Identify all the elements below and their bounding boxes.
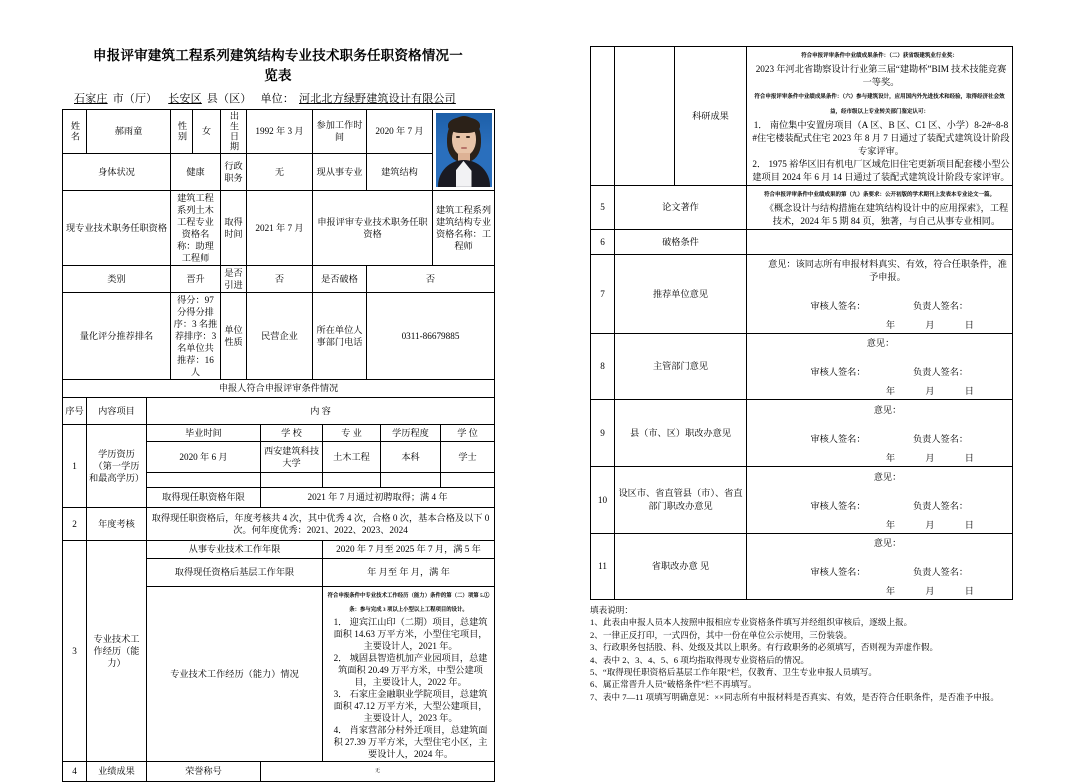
- experience-r1-value: 2020 年 7 月至 2025 年 7 月，满 5 年: [323, 540, 495, 558]
- edu-blank-school: [261, 472, 323, 487]
- table-row: [591, 47, 1013, 186]
- table-row: [63, 110, 495, 154]
- edu-value-level: 本科: [381, 441, 441, 472]
- opinion-text: 意见：: [866, 338, 895, 348]
- county-label: 县（区）: [206, 93, 252, 105]
- reviewer-signature-label: 审核人签名：: [810, 567, 866, 577]
- edu-blank-level: [381, 472, 441, 487]
- opinion-text: 意见：: [873, 404, 902, 415]
- edu-blank-degree: [441, 472, 495, 487]
- right-page-column: [590, 46, 1012, 703]
- city-value: 石家庄: [74, 93, 108, 105]
- opinion-body: [747, 534, 1013, 600]
- research-label: 科研成果: [675, 47, 747, 186]
- research-line-3: 2． 1975 裕华区旧有机电厂区域危旧住宅更新项目配套楼小型公建项目 2024 年 6 月 14 日通过了装配式建筑设计阶段专家评审。: [752, 159, 1010, 182]
- instruction-item: 3、行政职务包括股、科、处级及其以上职务。有行政职务的必须填写，否则视为弄虚作假。: [590, 642, 939, 653]
- opinion-text: 意见：: [873, 538, 902, 548]
- continuation-table: [590, 46, 1013, 600]
- edu-header-degree: 学 位: [441, 424, 495, 441]
- opinion-label: 设区市、省直管县（市）、省直部门职改办意见: [615, 467, 747, 534]
- obtain-time-value: 2021 年 7 月: [247, 190, 313, 265]
- chief-signature-label: 负责人签名：: [913, 567, 969, 577]
- table-row: [63, 397, 495, 424]
- exception-value: 否: [367, 265, 495, 292]
- research-heading-1: 符合申报评审条件中业绩成果条件：（二）获省级建筑业行业奖：: [801, 53, 958, 59]
- table-row: [63, 424, 495, 441]
- instruction-item: 4、表中 2、3、4、5、6 项均指取得现专业资格后的情况。: [590, 654, 810, 665]
- edu-header-grad: 毕业时间: [147, 424, 261, 441]
- chief-signature-label: 负责人签名：: [913, 433, 969, 444]
- table-row: [591, 334, 1013, 400]
- opinion-date-label: 年 月 日: [885, 519, 988, 530]
- research-blank: [615, 47, 675, 186]
- opinion-text: 意见：: [873, 471, 902, 482]
- annual-seq: 2: [63, 507, 87, 540]
- form-instructions: [590, 600, 1012, 703]
- edu-seq: 1: [63, 424, 87, 507]
- work-start-value: 2020 年 7 月: [367, 110, 433, 154]
- experience-item: 2． 城固县智造机加产业园项目，总建筑面积 20.49 万平方米，中型公建项目，主要设计人，2022 年。: [333, 652, 488, 687]
- experience-r3-content: [323, 586, 495, 761]
- table-row: [63, 507, 495, 540]
- instruction-item: 7、表中 7—11 项填写明确意见：××同志所有申报材料是否真实、有效，是否符合任职条件，是否准予申报。: [590, 691, 999, 702]
- birth-value: 1992 年 3 月: [247, 110, 313, 154]
- col-seq-header: 序号: [63, 397, 87, 424]
- papers-content: [747, 186, 1013, 230]
- experience-r3-label: 专业技术工作经历（能力）情况: [147, 586, 323, 761]
- table-row: [63, 190, 495, 265]
- apply-qual-value: 建筑工程系列建筑结构专业资格名称：工程师: [433, 190, 495, 265]
- chief-signature-label: 负责人签名：: [913, 301, 969, 311]
- instruction-item: 5、“取得现任职资格后基层工作年限”栏，仅教育、卫生专业申报人员填写。: [590, 667, 877, 678]
- unit-name-value: 河北北方绿野建筑设计有限公司: [299, 93, 456, 105]
- papers-heading: 符合申报评审条件中业绩成果的第（九）条要求：公开初版的学术期刊上发表本专业论文一篇。: [763, 192, 995, 198]
- papers-label: 论文著作: [615, 186, 747, 230]
- applicant-info-table: [62, 109, 495, 398]
- reviewer-signature-label: 审核人签名：: [810, 367, 866, 377]
- research-content: [747, 47, 1013, 186]
- unit-nature-value: 民营企业: [247, 292, 313, 379]
- instruction-item: 1、此表由申报人员本人按照申报相应专业资格条件填写并经组织审核后，逐级上报。: [590, 617, 913, 628]
- exception-cond-value: [747, 230, 1013, 255]
- opinion-date-label: 年 月 日: [885, 452, 988, 463]
- opinion-label: 推荐单位意见: [615, 255, 747, 334]
- instruction-item: 6、属正常晋升人员“破格条件”栏不再填写。: [590, 679, 757, 690]
- col-content-header: 内 容: [147, 397, 495, 424]
- achievement-seq: 4: [63, 761, 87, 781]
- experience-label: 专业技术工作经历（能力）: [87, 540, 147, 761]
- unit-nature-label: 单位性质: [221, 292, 247, 379]
- page-title-line2: 览表: [264, 68, 292, 83]
- table-row: [63, 265, 495, 292]
- table-row: [63, 153, 495, 190]
- current-qual-value: 建筑工程系列土木工程专业资格名称：助理工程师: [171, 190, 221, 265]
- name-value: 郝雨童: [87, 110, 171, 154]
- opinion-seq: 7: [591, 255, 615, 334]
- edu-years-value: 2021 年 7 月通过初聘取得；满 4 年: [261, 487, 495, 507]
- research-line-2: 1． 南位集中安置房项目（A 区、B 区、C1 区、小学）8-2#~8-8#住宅楼装配式住宅 2023 年 8 月 7 日通过了装配式建筑设计阶段专家评审。: [752, 120, 1010, 156]
- edu-header-school: 学 校: [261, 424, 323, 441]
- reviewer-signature-label: 审核人签名：: [810, 433, 866, 444]
- instruction-item: 2、一律正反打印，一式四份，其中一份在单位公示使用，三份装袋。: [590, 629, 853, 640]
- page-title-line1: 申报评审建筑工程系列建筑结构专业技术职务任职资格情况一: [93, 48, 463, 63]
- category-value: 晋升: [171, 265, 221, 292]
- obtain-time-label: 取得时间: [221, 190, 247, 265]
- col-item-header: 内容项目: [87, 397, 147, 424]
- conditions-table: [62, 397, 495, 782]
- opinion-body: [747, 255, 1013, 334]
- opinion-text: 意见：该同志所有申报材料真实、有效，符合任职条件，准予申报。: [768, 259, 1007, 282]
- research-seq: [591, 47, 615, 186]
- achievement-label: 业绩成果: [87, 761, 147, 781]
- applicant-photo: [436, 113, 492, 187]
- papers-seq: 5: [591, 186, 615, 230]
- opinion-seq: 8: [591, 334, 615, 400]
- score-label: 量化评分推荐排名: [63, 292, 171, 379]
- avatar: [433, 110, 495, 191]
- annual-text: 取得现任职资格后，年度考核共 4 次，其中优秀 4 次，合格 0 次，基本合格及以下 0 次。何年度优秀：2021、2022、2023、2024: [147, 507, 495, 540]
- name-label: 姓名: [63, 110, 87, 154]
- edu-blank-grad: [147, 472, 261, 487]
- introduced-label: 是否引进: [221, 265, 247, 292]
- admin-post-value: 无: [247, 153, 313, 190]
- chief-signature-label: 负责人签名：: [913, 367, 969, 377]
- experience-seq: 3: [63, 540, 87, 761]
- introduced-value: 否: [247, 265, 313, 292]
- edu-value-degree: 学士: [441, 441, 495, 472]
- achievement-value: 无: [261, 761, 495, 781]
- opinion-date-label: 年 月 日: [885, 320, 988, 330]
- edu-header-level: 学历程度: [381, 424, 441, 441]
- opinion-body: [747, 400, 1013, 467]
- page-title: [62, 46, 494, 86]
- opinion-body: [747, 467, 1013, 534]
- reviewer-signature-label: 审核人签名：: [810, 301, 866, 311]
- opinion-body: [747, 334, 1013, 400]
- opinion-seq: 10: [591, 467, 615, 534]
- conditions-section-title: 申报人符合申报评审条件情况: [63, 379, 495, 397]
- hr-phone-label: 所在单位人事部门电话: [313, 292, 367, 379]
- research-line-1: 2023 年河北省勘察设计行业第三届“建勘杯”BIM 技术技能竞赛一等奖。: [755, 64, 1007, 87]
- table-row: [591, 400, 1013, 467]
- health-label: 身体状况: [63, 153, 171, 190]
- instructions-title: 填表说明：: [590, 605, 633, 615]
- opinion-seq: 11: [591, 534, 615, 600]
- experience-item: 1． 迎宾江山印（二期）项目，总建筑面积 14.63 万平方米，小型住宅项目，主要设计人，2021 年。: [333, 616, 488, 651]
- birth-label: 出生日期: [221, 110, 247, 154]
- current-qual-label: 现专业技术职务任职资格: [63, 190, 171, 265]
- table-row: [63, 292, 495, 379]
- unit-header-line: [72, 90, 494, 106]
- achievement-sub-label: 荣誉称号: [147, 761, 261, 781]
- table-row: [63, 540, 495, 558]
- table-row: [591, 534, 1013, 600]
- table-row: [591, 230, 1013, 255]
- exception-label: 是否破格: [313, 265, 367, 292]
- current-major-label: 现从事专业: [313, 153, 367, 190]
- edu-value-grad: 2020 年 6 月: [147, 441, 261, 472]
- experience-r1-label: 从事专业技术工作年限: [147, 540, 323, 558]
- work-start-label: 参加工作时间: [313, 110, 367, 154]
- opinion-label: 省职改办意 见: [615, 534, 747, 600]
- edu-value-school: 西安建筑科技大学: [261, 441, 323, 472]
- opinion-date-label: 年 月 日: [885, 586, 988, 596]
- exception-cond-seq: 6: [591, 230, 615, 255]
- table-row: [63, 761, 495, 781]
- experience-item: 4． 肖家营部分村外迁项目，总建筑面积 27.39 万平方米，大型住宅小区，主要设计人，2024 年。: [333, 724, 488, 759]
- apply-qual-label: 申报评审专业技术职务任职资格: [313, 190, 433, 265]
- unit-label: 单位：: [260, 93, 295, 105]
- gender-label: 性别: [171, 110, 193, 154]
- edu-header-major: 专 业: [323, 424, 381, 441]
- papers-line: 《概念设计与结构措施在建筑结构设计中的应用探索》，工程技术，2024 年 5 期 84 页，独著，与自己从事专业相同。: [764, 203, 1009, 226]
- opinion-label: 主管部门意见: [615, 334, 747, 400]
- edu-blank-major: [323, 472, 381, 487]
- research-heading-2: 符合申报评审条件中业绩成果条件：（六）参与建筑设计，应用国内外先进技术和经验，取得经济社会效益，经市级以上专业转关部门鉴定认可：: [754, 94, 1005, 115]
- city-label: 市（厅）: [112, 93, 158, 105]
- experience-item: 3． 石家庄金融职业学院项目，总建筑面积 47.12 万平方米，大型公建项目，主要设计人，2023 年。: [333, 688, 488, 723]
- county-value: 长安区: [168, 93, 202, 105]
- annual-label: 年度考核: [87, 507, 147, 540]
- hr-phone-value: 0311-86679885: [367, 292, 495, 379]
- health-value: 健康: [171, 153, 221, 190]
- opinion-seq: 9: [591, 400, 615, 467]
- table-row: [63, 379, 495, 397]
- exception-cond-label: 破格条件: [615, 230, 747, 255]
- reviewer-signature-label: 审核人签名：: [810, 500, 866, 511]
- opinion-date-label: 年 月 日: [885, 386, 988, 396]
- experience-r3-heading: 符合申报条件中专业技术工作经历（能力）条件的第（二）项第 5.①条：参与完成 3 项以上小型以上工程项目的设计。: [327, 592, 490, 613]
- opinion-label: 县（市、区）职改办意见: [615, 400, 747, 467]
- table-row: [591, 467, 1013, 534]
- edu-value-major: 土木工程: [323, 441, 381, 472]
- score-value: 得分：97 分得分排序：3 名推荐排序：3 名单位共推荐：16 人: [171, 292, 221, 379]
- table-row: [591, 186, 1013, 230]
- table-row: [591, 255, 1013, 334]
- chief-signature-label: 负责人签名：: [913, 500, 969, 511]
- admin-post-label: 行政职务: [221, 153, 247, 190]
- current-major-value: 建筑结构: [367, 153, 433, 190]
- left-page-column: [62, 46, 494, 782]
- edu-label: 学历资历（第一学历和最高学历）: [87, 424, 147, 507]
- experience-r2-value: 年 月至 年 月，满 年: [323, 558, 495, 586]
- gender-value: 女: [193, 110, 221, 154]
- experience-r2-label: 取得现任资格后基层工作年限: [147, 558, 323, 586]
- edu-years-label: 取得现任职资格年限: [147, 487, 261, 507]
- category-label: 类别: [63, 265, 171, 292]
